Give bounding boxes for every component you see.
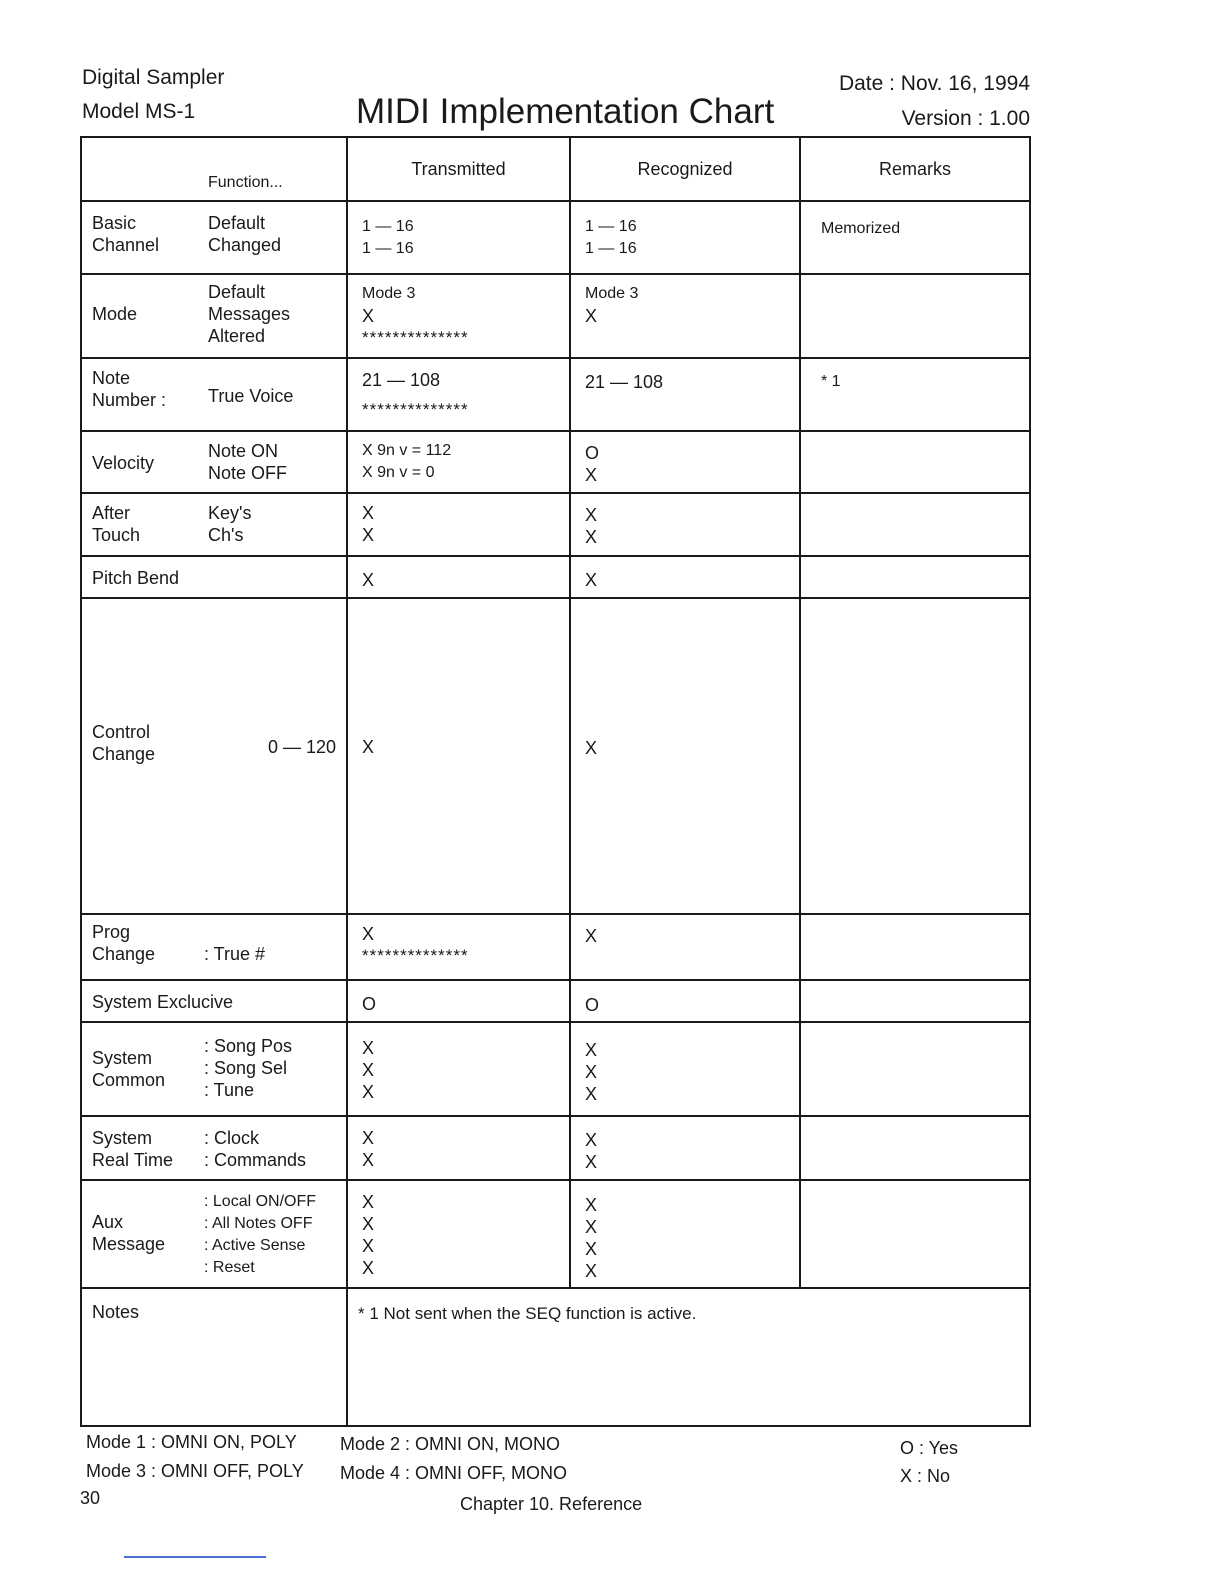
recognized-value: X [585, 1062, 598, 1082]
midi-implementation-table [80, 136, 1031, 1427]
row-sublabel: Changed [208, 235, 282, 255]
row-sublabel: : Tune [204, 1080, 255, 1100]
system-real-time-row [81, 1116, 1030, 1180]
transmitted-value: X [362, 1038, 375, 1058]
chapter-footer: Chapter 10. Reference [460, 1494, 643, 1514]
product-name: Digital Sampler [82, 66, 225, 89]
legend-mode-3: Mode 3 : OMNI OFF, POLY [86, 1461, 304, 1481]
row-label: Prog [92, 922, 131, 942]
control-change-row [81, 598, 1030, 914]
transmitted-value: X [347, 556, 570, 598]
scan-artifact-line [124, 1556, 266, 1558]
transmitted-value: X [362, 525, 375, 545]
recognized-value: X [585, 505, 598, 525]
row-sublabel: Altered [208, 326, 266, 346]
row-label: Change [92, 944, 156, 964]
transmitted-value: X [362, 306, 375, 326]
recognized-value: X [585, 306, 598, 326]
row-label: Number : [92, 390, 167, 410]
row-sublabel: : Song Sel [204, 1058, 288, 1078]
remark-value: * 1 [800, 358, 1030, 431]
recognized-value: 21 — 108 [585, 372, 664, 392]
pitch-bend-row [81, 556, 1030, 598]
system-common-row [81, 1022, 1030, 1116]
row-label: Velocity [92, 453, 155, 473]
row-sublabel: Note ON [208, 441, 279, 461]
remark-value: Memorized [800, 201, 1030, 274]
recognized-value: X [585, 1239, 598, 1259]
recognized-value: X [570, 598, 800, 914]
row-label: Common [92, 1070, 166, 1090]
row-sublabel: True Voice [208, 386, 294, 406]
row-sublabel: : Clock [204, 1128, 260, 1148]
transmitted-value: X [362, 1192, 375, 1212]
row-label: Change [92, 744, 156, 764]
row-label: Message [92, 1234, 166, 1254]
recognized-value: O [570, 980, 800, 1022]
row-sublabel: Default [208, 282, 266, 302]
row-label: Notes [92, 1302, 140, 1322]
recognized-value: O [585, 443, 600, 463]
notes-text: * 1 Not sent when the SEQ function is active. [347, 1288, 1030, 1426]
recognized-value: X [585, 926, 598, 946]
recognized-value: Mode 3 [585, 285, 639, 302]
program-change-row [81, 914, 1030, 980]
row-sublabel: Messages [208, 304, 291, 324]
transmitted-value: X [362, 1060, 375, 1080]
row-label: Mode [92, 304, 138, 324]
transmitted-value: X [362, 924, 375, 944]
function-header-cell [81, 137, 347, 201]
table-header-row [81, 137, 1030, 201]
row-sublabel: : Active Sense [204, 1237, 306, 1254]
recognized-header: Recognized [570, 137, 800, 201]
row-sublabel: Key's [208, 503, 252, 523]
recognized-value: X [570, 556, 800, 598]
legend-mode-2: Mode 2 : OMNI ON, MONO [340, 1434, 561, 1454]
legend-mode-4: Mode 4 : OMNI OFF, MONO [340, 1463, 568, 1483]
row-sublabel: : Song Pos [204, 1036, 293, 1056]
recognized-value: 1 — 16 [585, 218, 637, 235]
notes-row [81, 1288, 1030, 1426]
chart-version: Version : 1.00 [901, 107, 1030, 130]
transmitted-value: X [362, 1236, 375, 1256]
recognized-value: X [585, 1040, 598, 1060]
transmitted-value: ************** [362, 400, 469, 419]
transmitted-value: X [347, 598, 570, 914]
row-label: System [92, 1128, 153, 1148]
mode-row [81, 274, 1030, 358]
row-sublabel: : True # [204, 944, 266, 964]
transmitted-value: 21 — 108 [362, 370, 441, 390]
after-touch-row [81, 493, 1030, 556]
recognized-value: X [585, 1261, 598, 1281]
row-sublabel: Ch's [208, 525, 244, 545]
row-sublabel: : Commands [204, 1150, 307, 1170]
system-exclusive-row [81, 980, 1030, 1022]
transmitted-value: X [362, 503, 375, 523]
transmitted-value: Mode 3 [362, 285, 416, 302]
transmitted-value: X 9n v = 0 [362, 464, 435, 481]
aux-message-row [81, 1180, 1030, 1288]
row-sublabel: : Reset [204, 1259, 255, 1276]
row-label: Real Time [92, 1150, 174, 1170]
row-label: System Exclucive [92, 992, 234, 1012]
row-label: Aux [92, 1212, 124, 1232]
legend-yes: O : Yes [900, 1438, 959, 1458]
row-sublabel: Default [208, 213, 266, 233]
velocity-row [81, 431, 1030, 493]
recognized-value: X [585, 1130, 598, 1150]
recognized-value: X [585, 1195, 598, 1215]
row-label: Note [92, 368, 131, 388]
transmitted-value: 1 — 16 [362, 218, 414, 235]
recognized-value: X [585, 527, 598, 547]
basic-channel-row [81, 201, 1030, 274]
function-header: Function... [208, 174, 283, 191]
note-number-row [81, 358, 1030, 431]
model-name: Model MS-1 [82, 100, 196, 123]
legend-no: X : No [900, 1466, 951, 1486]
transmitted-value: X [362, 1214, 375, 1234]
transmitted-value: X [362, 1150, 375, 1170]
recognized-value: X [585, 1217, 598, 1237]
page-title: MIDI Implementation Chart [356, 92, 775, 131]
transmitted-value: ************** [362, 946, 469, 965]
controller-range: 0 — 120 [267, 737, 336, 757]
row-label: Pitch Bend [92, 568, 180, 588]
transmitted-value: 1 — 16 [362, 240, 414, 257]
transmitted-value: O [347, 980, 570, 1022]
transmitted-value: X [362, 1082, 375, 1102]
row-label: System [92, 1048, 153, 1068]
recognized-value: X [585, 465, 598, 485]
row-label: Channel [92, 235, 160, 255]
recognized-value: 1 — 16 [585, 240, 637, 257]
row-sublabel: : All Notes OFF [204, 1215, 313, 1232]
recognized-value: X [585, 1152, 598, 1172]
row-label: Control [92, 722, 151, 742]
transmitted-value: X 9n v = 112 [362, 442, 452, 459]
page-number: 30 [80, 1488, 101, 1508]
legend-mode-1: Mode 1 : OMNI ON, POLY [86, 1432, 297, 1452]
transmitted-value: X [362, 1128, 375, 1148]
row-label: Basic [92, 213, 137, 233]
row-label: Touch [92, 525, 141, 545]
chart-date: Date : Nov. 16, 1994 [838, 72, 1030, 95]
row-sublabel: Note OFF [208, 463, 288, 483]
row-sublabel: : Local ON/OFF [204, 1193, 317, 1210]
transmitted-value: ************** [362, 328, 469, 347]
transmitted-value: X [362, 1258, 375, 1278]
row-label: After [92, 503, 131, 523]
remarks-header: Remarks [800, 137, 1030, 201]
transmitted-header: Transmitted [347, 137, 570, 201]
recognized-value: X [585, 1084, 598, 1104]
